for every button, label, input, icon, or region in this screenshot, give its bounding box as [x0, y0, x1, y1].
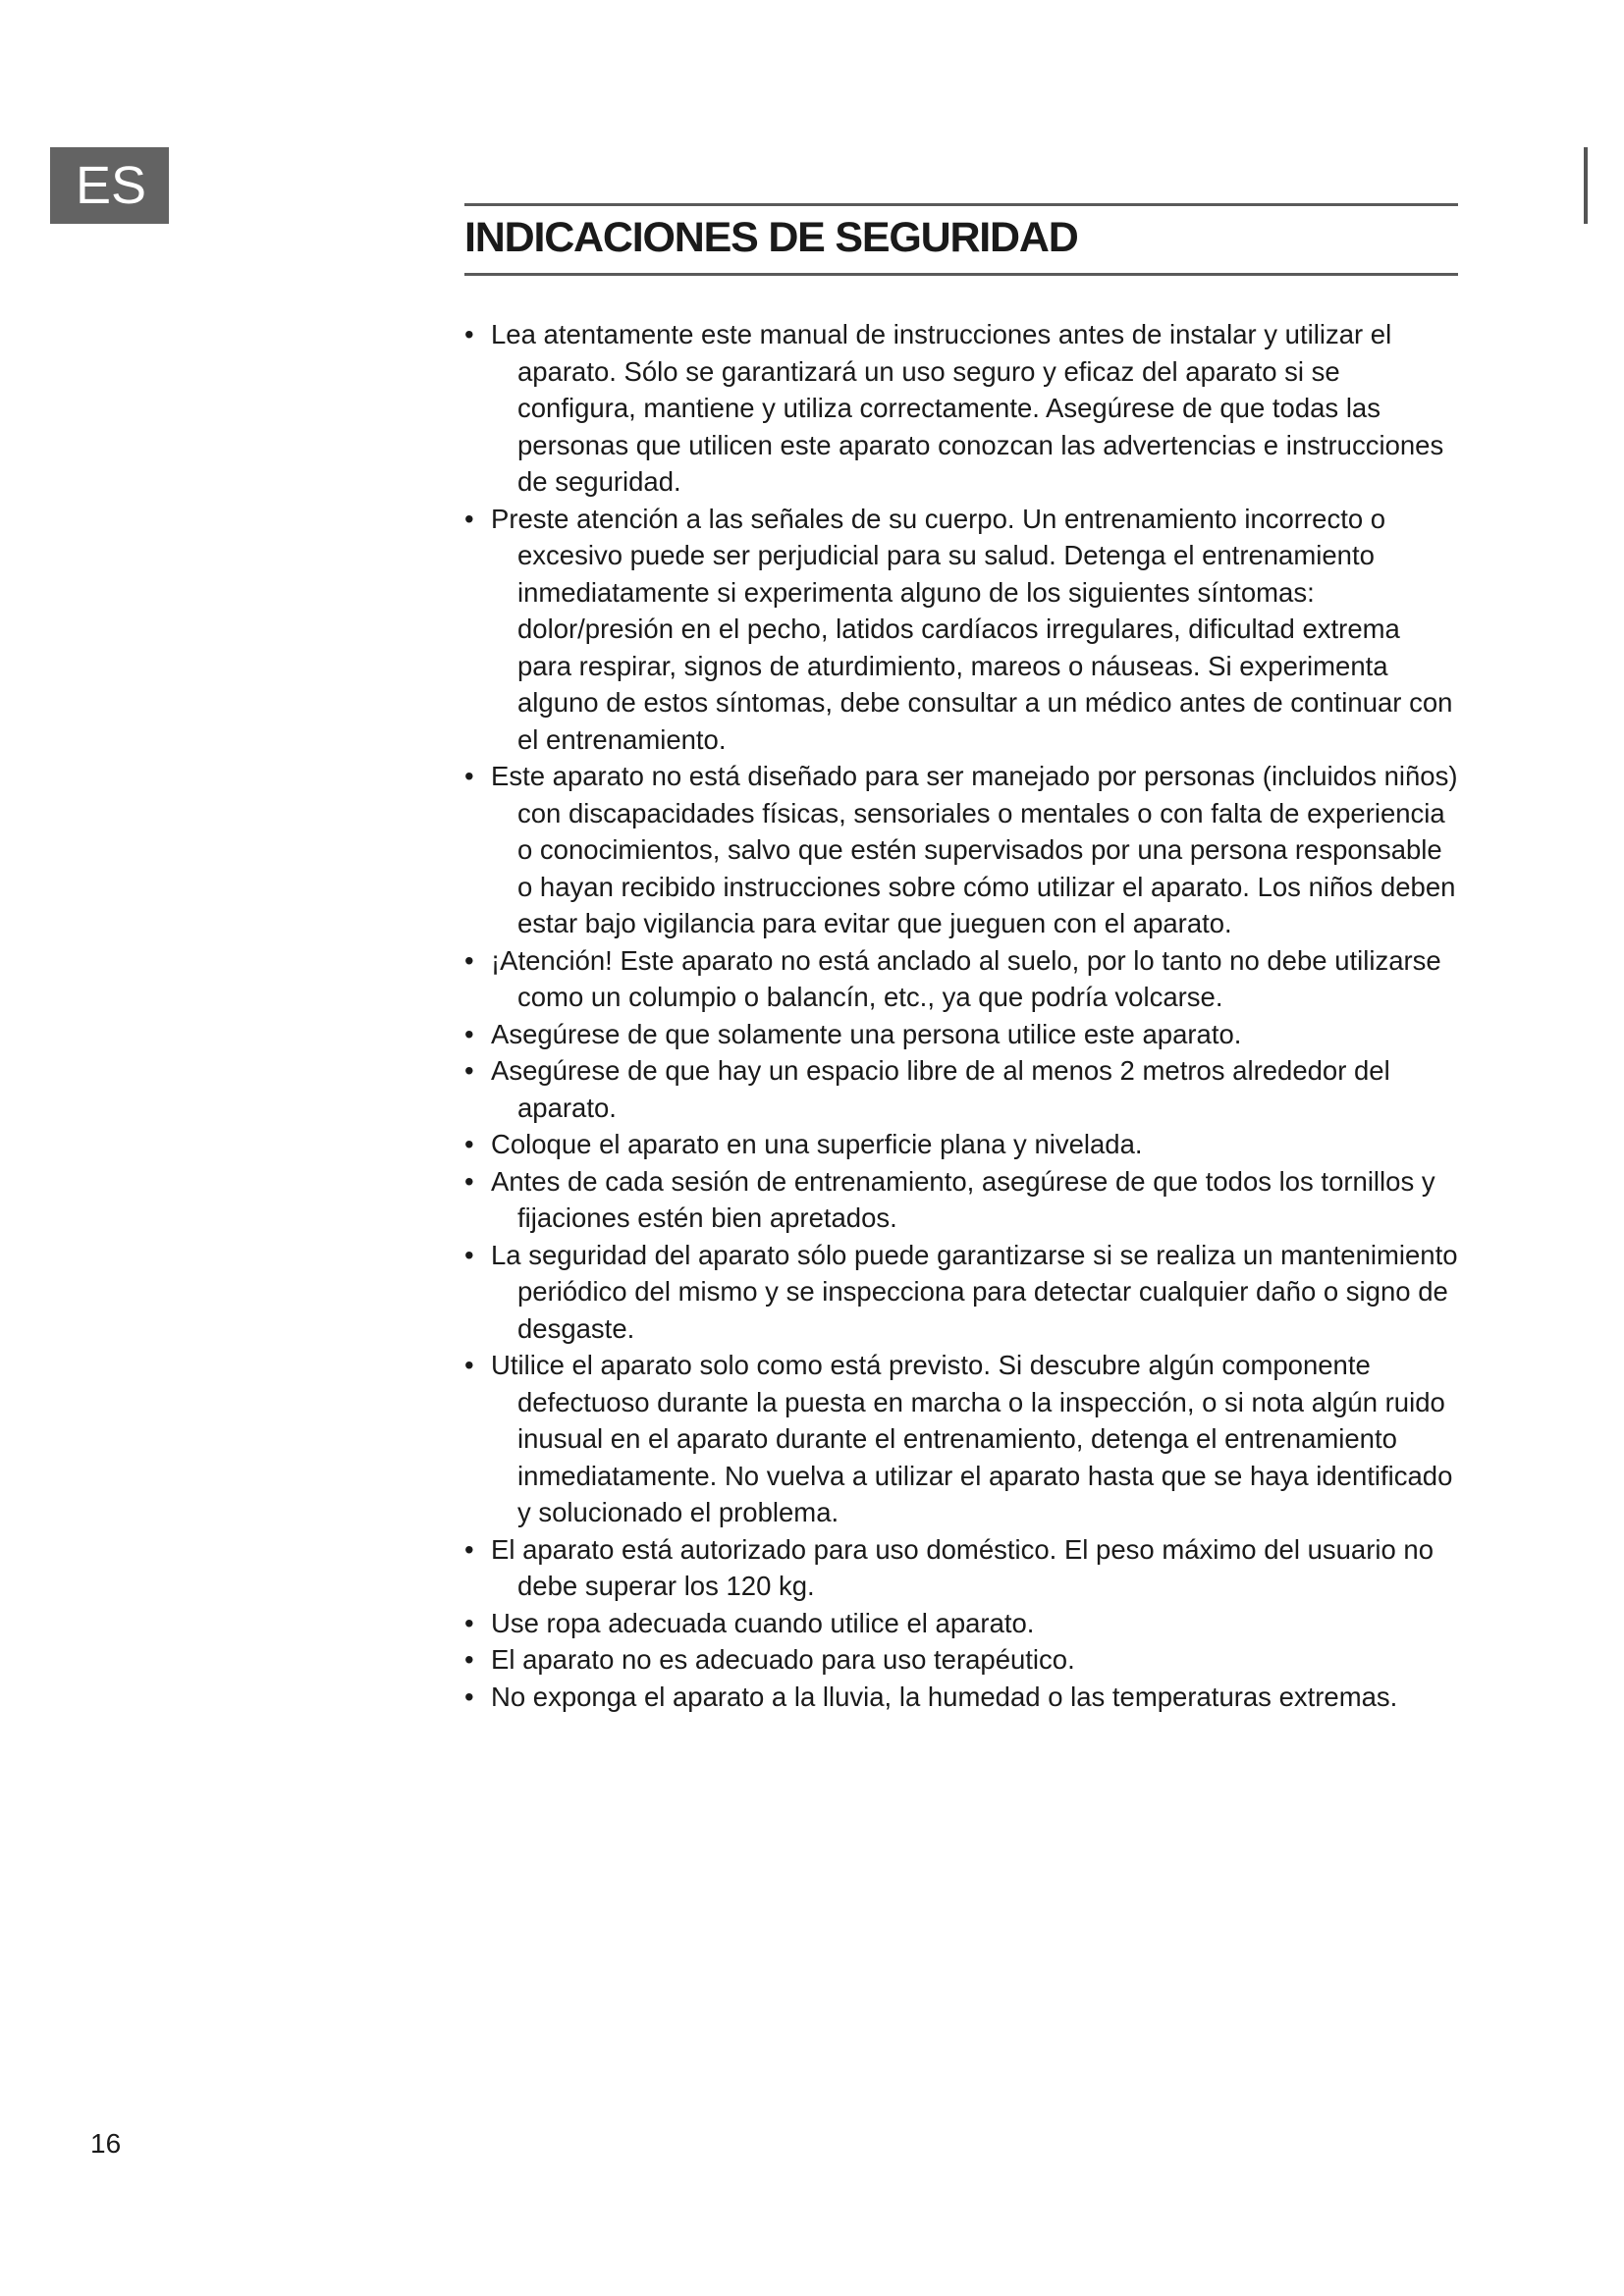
list-item-text: ¡Atención! Este aparato no está anclado al suelo, por lo tanto no debe utilizarse como un columpio o balancín, etc., ya que podría volcarse. [491, 944, 1441, 1012]
page-edge-marker [1584, 147, 1588, 224]
list-item-text: El aparato está autorizado para uso doméstico. El peso máximo del usuario no debe superar los 120 kg. [491, 1533, 1434, 1601]
list-item [464, 1126, 1461, 1163]
title-rule-top [464, 203, 1458, 206]
title-rule-bottom [464, 273, 1458, 276]
bullet-icon: • [464, 1533, 474, 1565]
bullet-icon: • [464, 503, 474, 534]
list-item [464, 1531, 1461, 1605]
list-item [464, 942, 1461, 1016]
list-item [464, 501, 1461, 759]
list-item [464, 1605, 1461, 1642]
list-item-text: No exponga el aparato a la lluvia, la humedad o las temperaturas extremas. [491, 1681, 1398, 1712]
list-item-text: Use ropa adecuada cuando utilice el aparato. [491, 1607, 1035, 1638]
page-title: INDICACIONES DE SEGURIDAD [464, 214, 1078, 261]
bullet-icon: • [464, 1350, 474, 1380]
list-item [464, 1679, 1461, 1716]
list-item-text: Preste atención a las señales de su cuerpo. Un entrenamiento incorrecto o excesivo puede ser perjudicial para su salud. Detenga el entrenamiento inmediatamente si experimenta alguno de los siguientes síntomas: dolor/presión en el pecho, latidos cardíacos irregulares, dificultad extrema para respirar, signos de aturdimiento, mareos o náuseas. Si experimenta alguno de estos síntomas, debe consultar a un médico antes de continuar con el entrenamiento. [491, 503, 1453, 755]
page-number: 16 [90, 2128, 122, 2159]
list-item-text: La seguridad del aparato sólo puede garantizarse si se realiza un mantenimiento periódico del mismo y se inspecciona para detectar cualquier daño o signo de desgaste. [491, 1239, 1458, 1344]
list-item [464, 1016, 1461, 1053]
list-item-text: Antes de cada sesión de entrenamiento, asegúrese de que todos los tornillos y fijaciones estén bien apretados. [491, 1165, 1435, 1233]
list-item [464, 1163, 1461, 1237]
bullet-icon: • [464, 1681, 474, 1712]
language-tab: ES [50, 147, 169, 224]
list-item [464, 1347, 1461, 1531]
list-item-text: El aparato no es adecuado para uso terapéutico. [491, 1644, 1075, 1675]
bullet-icon: • [464, 1644, 474, 1675]
bullet-icon: • [464, 1239, 474, 1270]
list-item-text: Utilice el aparato solo como está previsto. Si descubre algún componente defectuoso durante la puesta en marcha o la inspección, o si nota algún ruido inusual en el aparato durante el entrenamiento, detenga el entrenamiento inmediatamente. No vuelva a utilizar el aparato hasta que se haya identificado y solucionado el problema. [491, 1350, 1453, 1527]
bullet-icon: • [464, 1607, 474, 1638]
list-item [464, 758, 1461, 942]
list-item-text: Asegúrese de que solamente una persona utilice este aparato. [491, 1018, 1242, 1049]
list-item [464, 1237, 1461, 1348]
bullet-icon: • [464, 761, 474, 791]
list-item [464, 1052, 1461, 1126]
list-item-text: Coloque el aparato en una superficie plana y nivelada. [491, 1129, 1143, 1159]
bullet-icon: • [464, 319, 474, 349]
list-item [464, 316, 1461, 501]
bullet-icon: • [464, 1018, 474, 1049]
bullet-icon: • [464, 1129, 474, 1159]
bullet-icon: • [464, 944, 474, 976]
list-item-text: Lea atentamente este manual de instrucciones antes de instalar y utilizar el aparato. Sólo se garantizará un uso seguro y eficaz del aparato si se configura, mantiene y utiliza correctamente. Asegúrese de que todas las personas que utilicen este aparato conozcan las advertencias e instrucciones de seguridad. [491, 319, 1444, 497]
list-item [464, 1641, 1461, 1679]
bullet-icon: • [464, 1055, 474, 1086]
safety-instructions-list [464, 316, 1461, 1715]
list-item-text: Este aparato no está diseñado para ser manejado por personas (incluidos niños) con discapacidades físicas, sensoriales o mentales o con falta de experiencia o conocimientos, salvo que estén supervisados por una persona responsable o hayan recibido instrucciones sobre cómo utilizar el aparato. Los niños deben estar bajo vigilancia para evitar que jueguen con el aparato. [491, 761, 1458, 938]
bullet-icon: • [464, 1165, 474, 1197]
list-item-text: Asegúrese de que hay un espacio libre de al menos 2 metros alrededor del aparato. [491, 1055, 1390, 1123]
